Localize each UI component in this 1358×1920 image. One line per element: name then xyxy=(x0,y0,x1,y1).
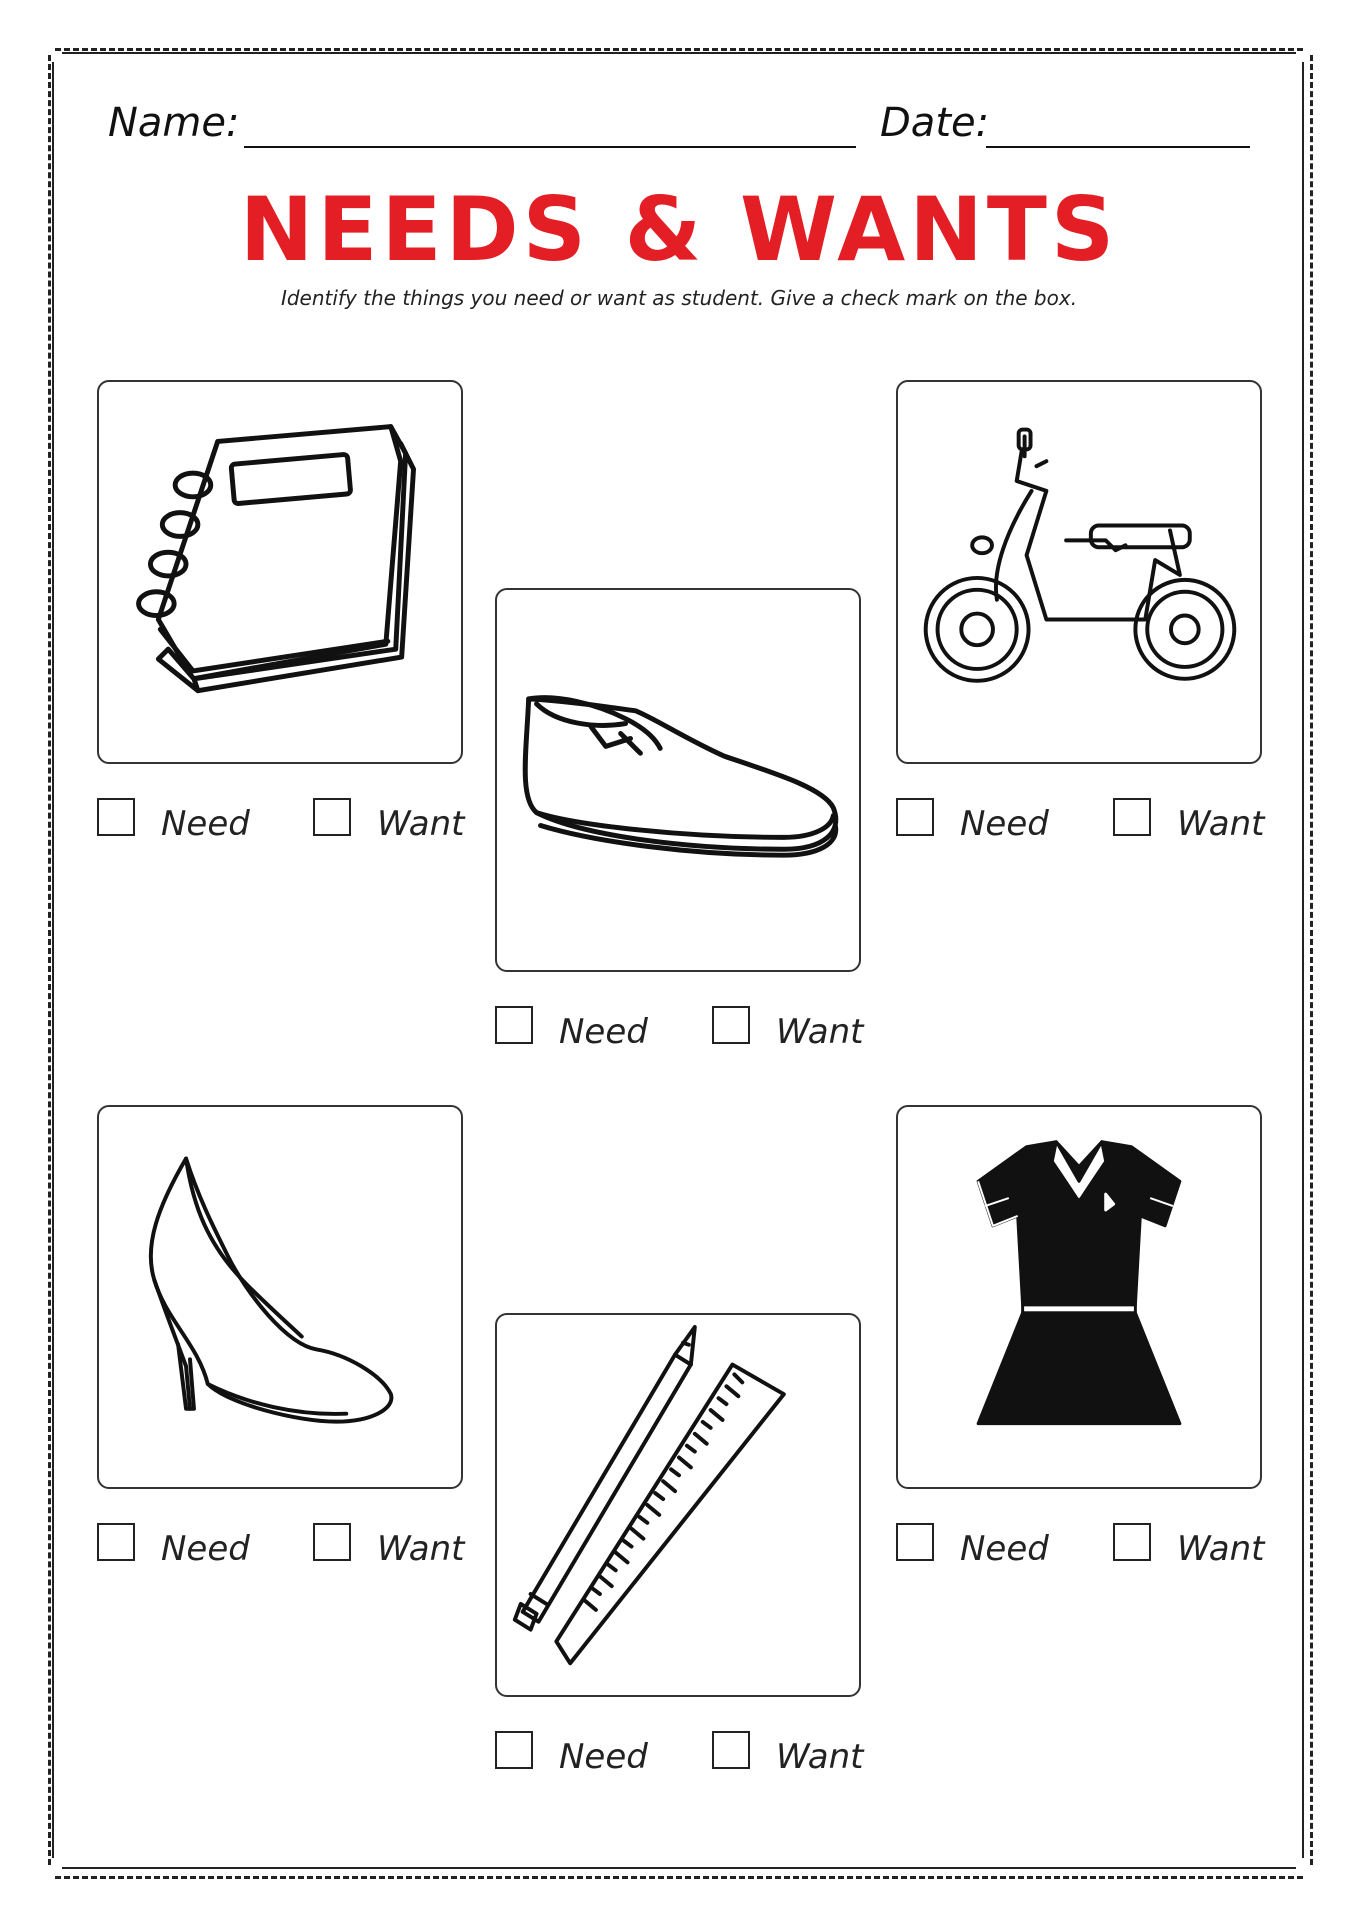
frame-right-border xyxy=(1310,55,1313,1865)
need-option-scooter[interactable] xyxy=(896,790,1049,844)
scooter-icon xyxy=(898,382,1260,762)
need-checkbox[interactable] xyxy=(495,1731,533,1769)
date-label: Date: xyxy=(880,100,990,146)
want-checkbox[interactable] xyxy=(1113,1523,1151,1561)
need-label: Need xyxy=(960,804,1049,844)
want-option-high-heel[interactable] xyxy=(313,1515,464,1569)
want-checkbox[interactable] xyxy=(712,1731,750,1769)
frame-left-border xyxy=(48,55,51,1865)
want-option-uniform[interactable] xyxy=(1113,1515,1264,1569)
item-card-pencil-ruler xyxy=(495,1313,861,1697)
want-label: Want xyxy=(1177,804,1265,844)
want-label: Want xyxy=(377,1529,465,1569)
want-option-notebook[interactable] xyxy=(313,790,464,844)
need-label: Need xyxy=(559,1737,648,1777)
name-field[interactable] xyxy=(244,146,856,148)
frame-top-border xyxy=(55,48,1303,51)
need-label: Need xyxy=(161,1529,250,1569)
frame-bottom-line xyxy=(62,1867,1296,1869)
need-checkbox[interactable] xyxy=(896,1523,934,1561)
need-option-shoe[interactable] xyxy=(495,998,648,1052)
item-card-notebook xyxy=(97,380,463,764)
need-checkbox[interactable] xyxy=(495,1006,533,1044)
slip-on-shoe-icon xyxy=(497,590,859,970)
want-label: Want xyxy=(377,804,465,844)
need-option-notebook[interactable] xyxy=(97,790,250,844)
want-label: Want xyxy=(1177,1529,1265,1569)
frame-left-line xyxy=(52,62,54,1858)
need-checkbox[interactable] xyxy=(97,798,135,836)
item-card-uniform xyxy=(896,1105,1262,1489)
want-checkbox[interactable] xyxy=(313,798,351,836)
need-label: Need xyxy=(960,1529,1049,1569)
want-option-scooter[interactable] xyxy=(1113,790,1264,844)
want-checkbox[interactable] xyxy=(313,1523,351,1561)
need-label: Need xyxy=(559,1012,648,1052)
want-option-pencil-ruler[interactable] xyxy=(712,1723,863,1777)
need-checkbox[interactable] xyxy=(97,1523,135,1561)
high-heel-icon xyxy=(99,1107,461,1487)
school-uniform-icon xyxy=(898,1107,1260,1487)
need-option-uniform[interactable] xyxy=(896,1515,1049,1569)
want-label: Want xyxy=(776,1012,864,1052)
frame-top-line xyxy=(62,52,1296,54)
need-label: Need xyxy=(161,804,250,844)
instructions: Identify the things you need or want as student. Give a check mark on the box. xyxy=(280,286,1078,310)
item-card-high-heel xyxy=(97,1105,463,1489)
item-card-shoe xyxy=(495,588,861,972)
name-label: Name: xyxy=(108,100,240,146)
pencil-ruler-icon xyxy=(497,1315,859,1695)
item-card-scooter xyxy=(896,380,1262,764)
page-title: NEEDS & WANTS xyxy=(239,178,1119,281)
want-label: Want xyxy=(776,1737,864,1777)
frame-right-line xyxy=(1302,62,1304,1858)
need-option-high-heel[interactable] xyxy=(97,1515,250,1569)
notebook-icon xyxy=(99,382,461,762)
want-option-shoe[interactable] xyxy=(712,998,863,1052)
frame-bottom-border xyxy=(55,1876,1303,1879)
need-checkbox[interactable] xyxy=(896,798,934,836)
want-checkbox[interactable] xyxy=(1113,798,1151,836)
need-option-pencil-ruler[interactable] xyxy=(495,1723,648,1777)
date-field[interactable] xyxy=(986,146,1250,148)
want-checkbox[interactable] xyxy=(712,1006,750,1044)
